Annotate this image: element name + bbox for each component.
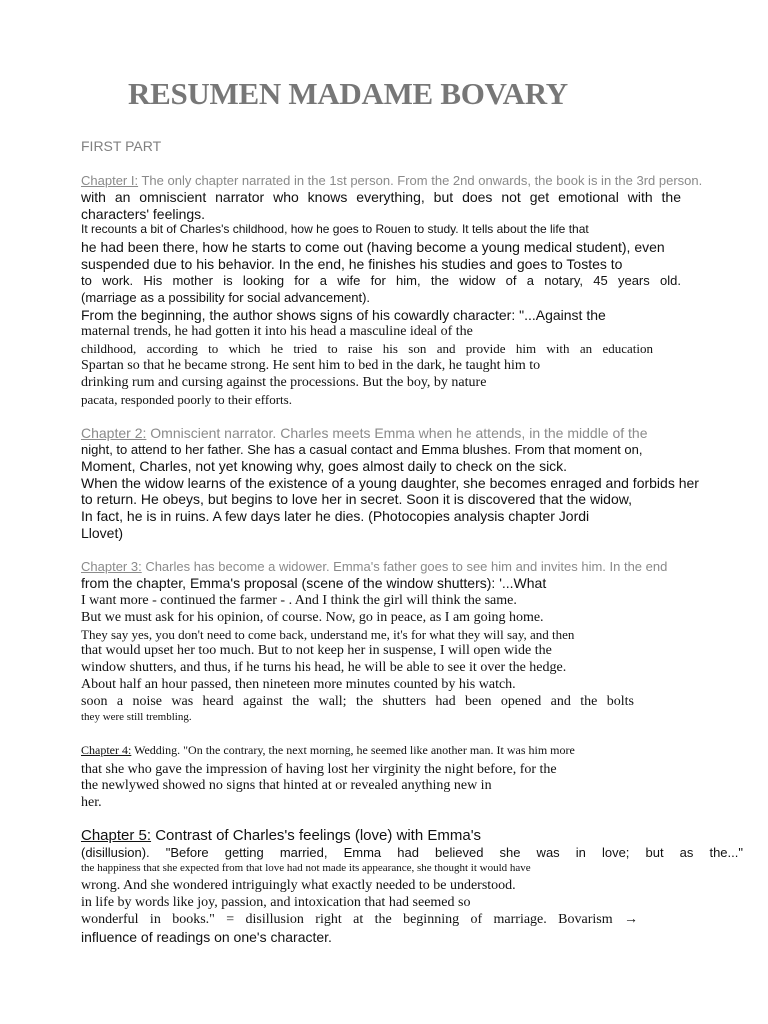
chapter-4-label: Chapter 4: bbox=[81, 743, 132, 757]
chapter-3-line: soon a noise was heard against the wall; the shutters had been opened and the bolts bbox=[81, 694, 634, 709]
chapter-3-line: they were still trembling. bbox=[81, 711, 192, 723]
chapter-1-line: drinking rum and cursing against the processions. But the boy, by nature bbox=[81, 375, 487, 390]
chapter-2-line: to return. He obeys, but begins to love her in secret. Soon it is discovered that the widow, bbox=[81, 491, 632, 507]
chapter-5-line: the happiness that she expected from that love had not made its appearance, she thought it would have bbox=[81, 862, 531, 874]
chapter-2-line: In fact, he is in ruins. A few days later he dies. (Photocopies analysis chapter Jordi bbox=[81, 508, 590, 524]
chapter-4-line: her. bbox=[81, 795, 102, 810]
chapter-4-line: that she who gave the impression of having lost her virginity the night before, for the bbox=[81, 762, 557, 777]
chapter-2-line: When the widow learns of the existence of a young daughter, she becomes enraged and forbids her bbox=[81, 475, 699, 491]
document-title: RESUMEN MADAME BOVARY bbox=[128, 76, 568, 111]
part-heading: FIRST PART bbox=[81, 138, 162, 154]
chapter-1-line: he had been there, how he starts to come out (having become a young medical student), even bbox=[81, 239, 665, 255]
chapter-3-line: that would upset her too much. But to not keep her in suspense, I will open wide the bbox=[81, 643, 552, 658]
chapter-5-line: wrong. And she wondered intriguingly what exactly needed to be understood. bbox=[81, 878, 516, 893]
chapter-5-line: wonderful in books." = disillusion right at the beginning of marriage. Bovarism → bbox=[81, 912, 638, 927]
chapter-1-line: characters' feelings. bbox=[81, 206, 206, 222]
chapter-2-intro: Omniscient narrator. Charles meets Emma when he attends, in the middle of the bbox=[146, 425, 648, 441]
chapter-3-line: from the chapter, Emma's proposal (scene of the window shutters): '...What bbox=[81, 575, 547, 591]
chapter-1-line: It recounts a bit of Charles's childhood, how he goes to Rouen to study. It tells about the life that bbox=[81, 222, 589, 236]
chapter-3-line: I want more - continued the farmer - . And I think the girl will think the same. bbox=[81, 593, 517, 608]
chapter-3-intro: Charles has become a widower. Emma's father goes to see him and invites him. In the end bbox=[141, 559, 668, 574]
chapter-1-line: suspended due to his behavior. In the end, he finishes his studies and goes to Tostes to bbox=[81, 256, 623, 272]
chapter-1-heading-line bbox=[81, 173, 702, 188]
chapter-1-label: Chapter I: bbox=[81, 173, 139, 188]
chapter-1-line: pacata, responded poorly to their efforts. bbox=[81, 392, 292, 407]
chapter-4-line: the newlywed showed no signs that hinted at or revealed anything new in bbox=[81, 778, 492, 793]
chapter-3-line: window shutters, and thus, if he turns his head, he will be able to see it over the hedge. bbox=[81, 660, 567, 675]
chapter-3-heading-line bbox=[81, 559, 667, 574]
chapter-3-line: But we must ask for his opinion, of course. Now, go in peace, as I am going home. bbox=[81, 610, 544, 625]
chapter-5-label: Chapter 5: bbox=[81, 827, 152, 844]
chapter-3-label: Chapter 3: bbox=[81, 559, 142, 574]
chapter-2-heading-line bbox=[81, 425, 648, 441]
chapter-2-line: night, to attend to her father. She has a casual contact and Emma blushes. From that moment on, bbox=[81, 442, 643, 457]
chapter-5-intro: Contrast of Charles's feelings (love) with Emma's bbox=[151, 827, 482, 844]
chapter-5-heading-line bbox=[81, 827, 481, 844]
chapter-4-heading-line bbox=[81, 743, 575, 758]
chapter-1-line: maternal trends, he had gotten it into his head a masculine ideal of the bbox=[81, 324, 473, 339]
chapter-3-line: About half an hour passed, then nineteen more minutes counted by his watch. bbox=[81, 677, 516, 692]
chapter-1-line: to work. His mother is looking for a wife for him, the widow of a notary, 45 years old. bbox=[81, 273, 681, 288]
chapter-5-line: (disillusion). "Before getting married, Emma had believed she was in love; but as the..." bbox=[81, 845, 743, 860]
chapter-2-label: Chapter 2: bbox=[81, 425, 147, 441]
chapter-1-line: with an omniscient narrator who knows everything, but does not get emotional with the bbox=[81, 189, 681, 205]
chapter-4-intro: Wedding. "On the contrary, the next morning, he seemed like another man. It was him more bbox=[131, 743, 575, 757]
chapter-1-line: (marriage as a possibility for social advancement). bbox=[81, 290, 371, 305]
chapter-2-line: Moment, Charles, not yet knowing why, goes almost daily to check on the sick. bbox=[81, 458, 568, 474]
chapter-1-line: Spartan so that he became strong. He sent him to bed in the dark, he taught him to bbox=[81, 358, 541, 373]
chapter-1-line: childhood, according to which he tried to raise his son and provide him with an education bbox=[81, 341, 653, 356]
chapter-3-line: They say yes, you don't need to come back, understand me, it's for what they will say, and then bbox=[81, 627, 575, 642]
chapter-1-line: From the beginning, the author shows signs of his cowardly character: "...Against the bbox=[81, 307, 606, 323]
chapter-1-intro: The only chapter narrated in the 1st person. From the 2nd onwards, the book is in the 3rd person. bbox=[138, 173, 703, 188]
chapter-5-line: influence of readings on one's character. bbox=[81, 929, 332, 945]
chapter-5-line: in life by words like joy, passion, and intoxication that had seemed so bbox=[81, 895, 471, 910]
chapter-2-line: Llovet) bbox=[81, 525, 124, 541]
